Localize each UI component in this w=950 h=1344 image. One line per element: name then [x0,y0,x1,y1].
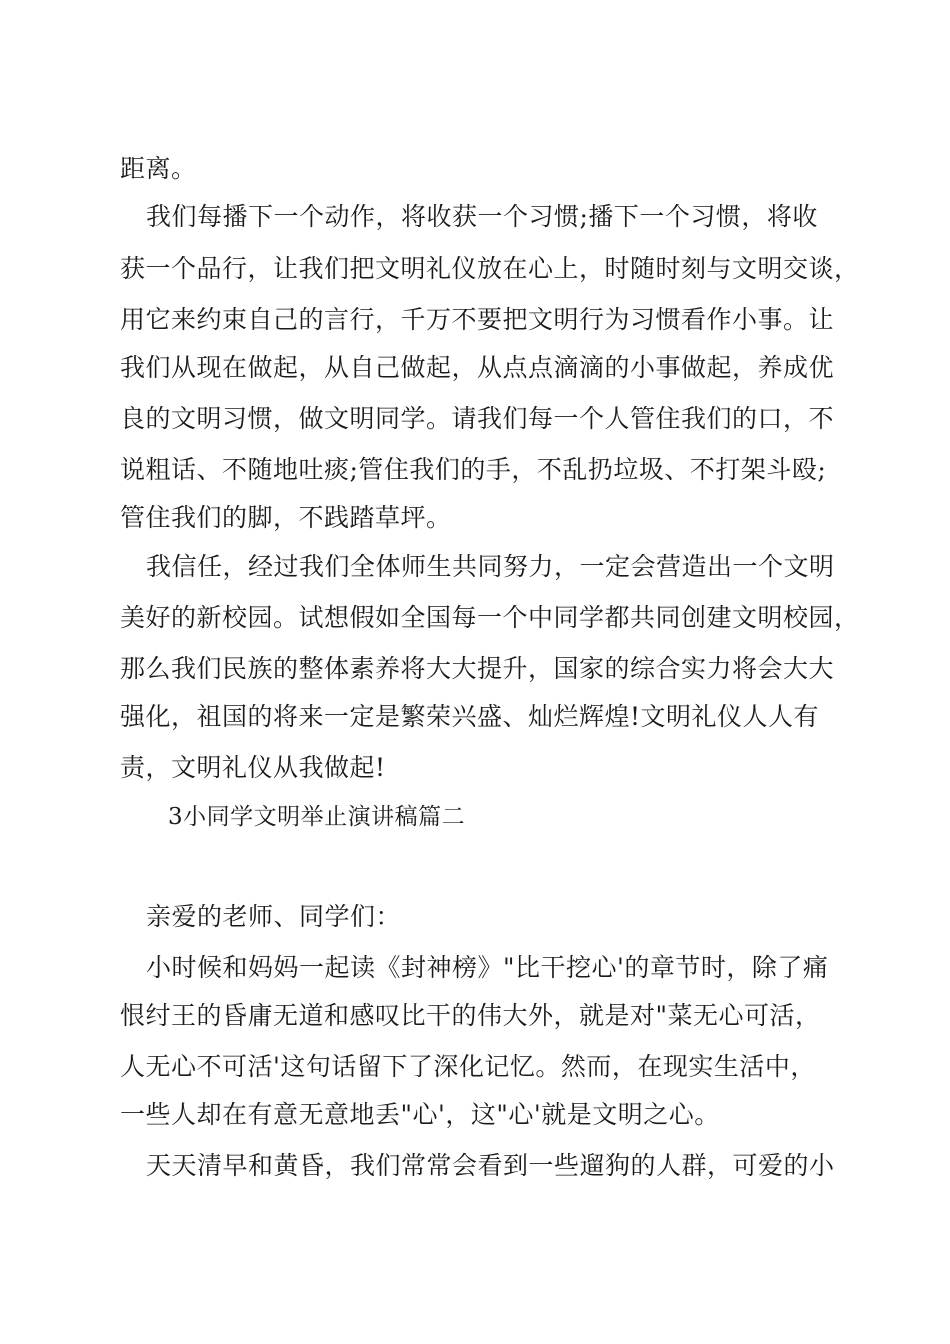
section-heading: 3小同学文明举止演讲稿篇二 [168,804,466,830]
paragraph-line: 获一个品行，让我们把文明礼仪放在心上，时随时刻与文明交谈， [120,254,860,283]
paragraph-line: 一些人却在有意无意地丢"心'，这"心'就是文明之心。 [120,1100,720,1129]
paragraph-line: 我们从现在做起，从自己做起，从点点滴滴的小事做起，养成优 [120,353,835,382]
paragraph-line: 管住我们的脚，不践踏草坪。 [120,503,452,532]
paragraph-line: 美好的新校园。试想假如全国每一个中同学都共同创建文明校园， [120,603,860,632]
salutation-line: 亲爱的老师、同学们： [146,902,402,931]
paragraph-line: 恨纣王的昏庸无道和感叹比干的伟大外，就是对"菜无心可活， [120,1001,821,1030]
paragraph-line: 我们每播下一个动作，将收获一个习惯;播下一个习惯，将收 [146,202,818,231]
paragraph-line: 说粗话、不随地吐痰;管住我们的手，不乱扔垃圾、不打架斗殴; [120,455,827,484]
paragraph-line: 我信任，经过我们全体师生共同努力，一定会营造出一个文明 [146,552,835,581]
paragraph-line: 小时候和妈妈一起读《封神榜》"比干挖心'的章节时，除了痛 [146,953,829,982]
paragraph-line: 那么我们民族的整体素养将大大提升，国家的综合实力将会大大 [120,654,835,683]
paragraph-line: 责，文明礼仪从我做起! [120,753,386,782]
paragraph-line: 良的文明习惯，做文明同学。请我们每一个人管住我们的口，不 [120,404,835,433]
paragraph-line: 用它来约束自己的言行，千万不要把文明行为习惯看作小事。让 [120,305,835,334]
paragraph-line: 人无心不可活'这句话留下了深化记忆。然而，在现实生活中， [120,1052,816,1081]
paragraph-line: 距离。 [120,154,197,183]
paragraph-line: 强化，祖国的将来一定是繁荣兴盛、灿烂辉煌!文明礼仪人人有 [120,702,820,731]
paragraph-line: 天天清早和黄昏，我们常常会看到一些遛狗的人群，可爱的小 [146,1151,835,1180]
